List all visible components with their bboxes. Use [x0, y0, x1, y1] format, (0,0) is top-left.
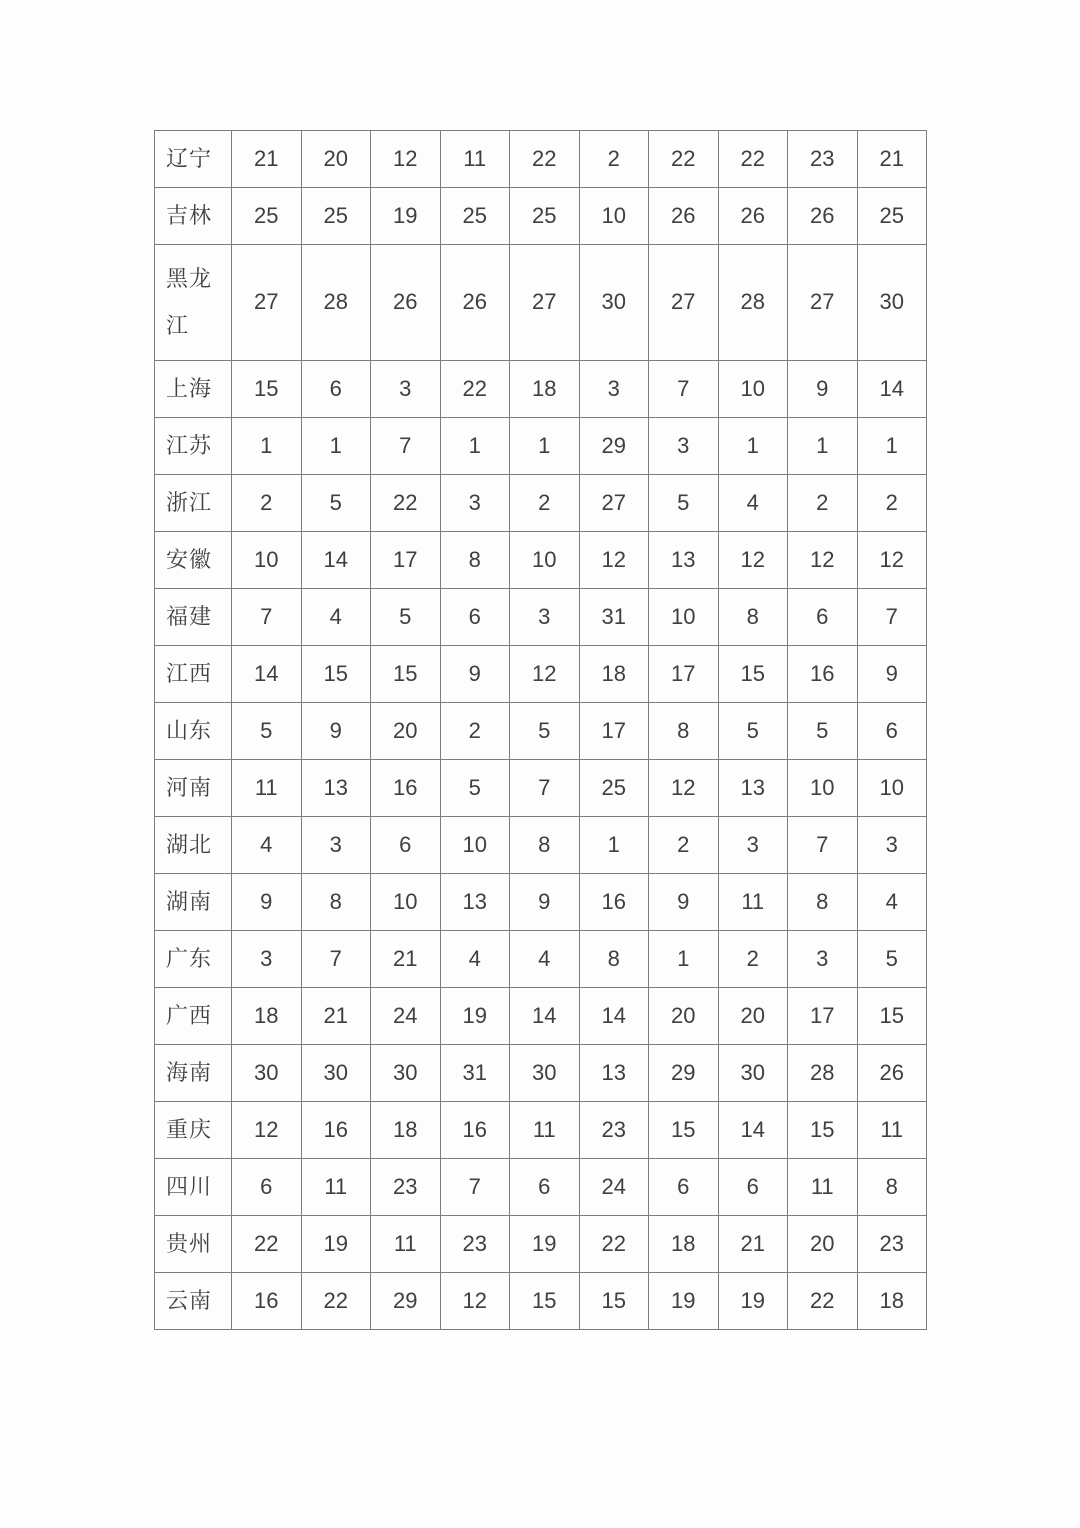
rank-cell: 22 [788, 1273, 858, 1330]
rank-cell: 16 [232, 1273, 302, 1330]
rank-cell: 29 [371, 1273, 441, 1330]
rank-cell: 13 [301, 760, 371, 817]
table-row [155, 1045, 927, 1102]
rank-cell: 5 [440, 760, 510, 817]
rank-cell: 1 [579, 817, 649, 874]
province-name: 吉林 [155, 188, 232, 245]
rank-cell: 10 [232, 532, 302, 589]
rank-cell: 16 [788, 646, 858, 703]
rank-cell: 3 [232, 931, 302, 988]
rank-cell: 27 [649, 245, 719, 361]
rank-cell: 21 [718, 1216, 788, 1273]
rank-cell: 1 [857, 418, 927, 475]
rank-cell: 15 [649, 1102, 719, 1159]
rank-cell: 22 [649, 131, 719, 188]
rank-cell: 27 [579, 475, 649, 532]
rank-cell: 2 [857, 475, 927, 532]
table-row [155, 418, 927, 475]
rank-cell: 4 [857, 874, 927, 931]
rank-cell: 18 [857, 1273, 927, 1330]
rank-cell: 10 [718, 361, 788, 418]
rank-cell: 30 [718, 1045, 788, 1102]
rank-cell: 15 [788, 1102, 858, 1159]
rank-cell: 7 [371, 418, 441, 475]
rank-cell: 8 [579, 931, 649, 988]
rank-cell: 3 [649, 418, 719, 475]
rank-cell: 6 [301, 361, 371, 418]
rank-cell: 11 [371, 1216, 441, 1273]
rank-cell: 2 [440, 703, 510, 760]
rank-cell: 8 [857, 1159, 927, 1216]
province-name: 安徽 [155, 532, 232, 589]
rank-cell: 13 [649, 532, 719, 589]
rank-cell: 1 [510, 418, 580, 475]
rank-cell: 14 [857, 361, 927, 418]
rank-cell: 22 [371, 475, 441, 532]
table-row [155, 1216, 927, 1273]
rank-cell: 7 [440, 1159, 510, 1216]
rank-cell: 14 [579, 988, 649, 1045]
rank-cell: 30 [857, 245, 927, 361]
rank-cell: 20 [649, 988, 719, 1045]
rank-cell: 31 [440, 1045, 510, 1102]
rank-cell: 27 [510, 245, 580, 361]
rank-cell: 18 [510, 361, 580, 418]
rank-cell: 2 [579, 131, 649, 188]
rank-cell: 28 [718, 245, 788, 361]
rank-cell: 16 [440, 1102, 510, 1159]
rank-cell: 12 [510, 646, 580, 703]
table-row [155, 1273, 927, 1330]
rank-cell: 18 [232, 988, 302, 1045]
rank-cell: 9 [857, 646, 927, 703]
province-name: 河南 [155, 760, 232, 817]
rank-cell: 3 [510, 589, 580, 646]
rank-cell: 28 [301, 245, 371, 361]
rank-cell: 27 [232, 245, 302, 361]
rank-cell: 15 [510, 1273, 580, 1330]
rank-cell: 6 [857, 703, 927, 760]
rank-cell: 18 [371, 1102, 441, 1159]
rank-cell: 6 [718, 1159, 788, 1216]
province-name: 辽宁 [155, 131, 232, 188]
rank-cell: 7 [232, 589, 302, 646]
rank-cell: 7 [301, 931, 371, 988]
rank-cell: 22 [510, 131, 580, 188]
rank-cell: 25 [579, 760, 649, 817]
rank-cell: 3 [579, 361, 649, 418]
rank-cell: 5 [788, 703, 858, 760]
table-row [155, 131, 927, 188]
rank-cell: 12 [440, 1273, 510, 1330]
rank-cell: 4 [232, 817, 302, 874]
rank-cell: 8 [788, 874, 858, 931]
rank-cell: 19 [371, 188, 441, 245]
table-row [155, 475, 927, 532]
rank-cell: 23 [857, 1216, 927, 1273]
rank-cell: 12 [371, 131, 441, 188]
rank-cell: 23 [440, 1216, 510, 1273]
rank-cell: 16 [301, 1102, 371, 1159]
rank-cell: 2 [232, 475, 302, 532]
rank-cell: 3 [788, 931, 858, 988]
rank-cell: 26 [788, 188, 858, 245]
rank-cell: 11 [510, 1102, 580, 1159]
province-name: 湖南 [155, 874, 232, 931]
rank-cell: 12 [579, 532, 649, 589]
rank-cell: 20 [718, 988, 788, 1045]
rank-cell: 7 [788, 817, 858, 874]
rank-cell: 15 [232, 361, 302, 418]
rank-cell: 9 [788, 361, 858, 418]
rank-cell: 5 [371, 589, 441, 646]
rank-cell: 17 [788, 988, 858, 1045]
province-name: 云南 [155, 1273, 232, 1330]
rank-cell: 10 [788, 760, 858, 817]
province-name: 浙江 [155, 475, 232, 532]
rank-cell: 22 [440, 361, 510, 418]
rank-cell: 30 [510, 1045, 580, 1102]
rank-cell: 11 [301, 1159, 371, 1216]
rank-cell: 29 [579, 418, 649, 475]
rank-cell: 19 [718, 1273, 788, 1330]
rank-cell: 10 [649, 589, 719, 646]
rank-cell: 4 [301, 589, 371, 646]
rank-cell: 25 [510, 188, 580, 245]
rank-cell: 6 [788, 589, 858, 646]
rank-cell: 9 [232, 874, 302, 931]
province-name: 广东 [155, 931, 232, 988]
rank-cell: 20 [371, 703, 441, 760]
rank-cell: 13 [440, 874, 510, 931]
rank-cell: 5 [510, 703, 580, 760]
rank-cell: 24 [579, 1159, 649, 1216]
rank-cell: 10 [510, 532, 580, 589]
rank-cell: 21 [232, 131, 302, 188]
rank-cell: 4 [718, 475, 788, 532]
rank-cell: 25 [440, 188, 510, 245]
rank-cell: 8 [718, 589, 788, 646]
rank-cell: 9 [440, 646, 510, 703]
rank-cell: 4 [510, 931, 580, 988]
province-name: 四川 [155, 1159, 232, 1216]
rank-cell: 13 [718, 760, 788, 817]
rank-cell: 6 [440, 589, 510, 646]
rank-cell: 1 [232, 418, 302, 475]
rank-cell: 28 [788, 1045, 858, 1102]
rank-cell: 8 [440, 532, 510, 589]
table-row [155, 703, 927, 760]
table-row [155, 589, 927, 646]
rank-cell: 15 [301, 646, 371, 703]
table-row [155, 1159, 927, 1216]
province-name: 贵州 [155, 1216, 232, 1273]
province-name: 重庆 [155, 1102, 232, 1159]
rank-cell: 5 [718, 703, 788, 760]
province-name: 湖北 [155, 817, 232, 874]
rank-cell: 19 [510, 1216, 580, 1273]
province-name: 福建 [155, 589, 232, 646]
rank-cell: 23 [371, 1159, 441, 1216]
rank-cell: 16 [371, 760, 441, 817]
rank-cell: 11 [857, 1102, 927, 1159]
rank-cell: 3 [440, 475, 510, 532]
rank-cell: 11 [718, 874, 788, 931]
rank-cell: 24 [371, 988, 441, 1045]
rank-cell: 8 [649, 703, 719, 760]
rank-cell: 20 [301, 131, 371, 188]
province-name: 广西 [155, 988, 232, 1045]
rank-cell: 12 [649, 760, 719, 817]
rank-cell: 12 [788, 532, 858, 589]
rank-cell: 6 [371, 817, 441, 874]
rank-cell: 10 [371, 874, 441, 931]
rank-cell: 3 [718, 817, 788, 874]
rank-cell: 21 [301, 988, 371, 1045]
province-rank-table [154, 130, 927, 1330]
rank-cell: 15 [371, 646, 441, 703]
rank-cell: 2 [510, 475, 580, 532]
rank-cell: 11 [788, 1159, 858, 1216]
rank-cell: 3 [301, 817, 371, 874]
rank-cell: 22 [232, 1216, 302, 1273]
province-name: 黑龙江 [155, 245, 232, 361]
table-row [155, 245, 927, 361]
rank-cell: 20 [788, 1216, 858, 1273]
table-row [155, 361, 927, 418]
rank-cell: 7 [510, 760, 580, 817]
province-name: 海南 [155, 1045, 232, 1102]
rank-cell: 9 [301, 703, 371, 760]
rank-cell: 12 [857, 532, 927, 589]
rank-cell: 14 [510, 988, 580, 1045]
rank-cell: 15 [857, 988, 927, 1045]
rank-cell: 5 [649, 475, 719, 532]
rank-cell: 14 [301, 532, 371, 589]
rank-cell: 6 [232, 1159, 302, 1216]
rank-cell: 19 [301, 1216, 371, 1273]
rank-cell: 11 [440, 131, 510, 188]
rank-cell: 9 [649, 874, 719, 931]
rank-cell: 12 [232, 1102, 302, 1159]
rank-cell: 29 [649, 1045, 719, 1102]
rank-cell: 6 [510, 1159, 580, 1216]
table-body [155, 131, 927, 1330]
rank-cell: 26 [371, 245, 441, 361]
rank-cell: 7 [857, 589, 927, 646]
rank-cell: 17 [579, 703, 649, 760]
rank-cell: 14 [232, 646, 302, 703]
rank-cell: 2 [788, 475, 858, 532]
table-row [155, 646, 927, 703]
rank-cell: 30 [301, 1045, 371, 1102]
rank-cell: 30 [371, 1045, 441, 1102]
province-name: 山东 [155, 703, 232, 760]
rank-cell: 10 [579, 188, 649, 245]
rank-cell: 19 [649, 1273, 719, 1330]
rank-cell: 25 [301, 188, 371, 245]
rank-cell: 3 [371, 361, 441, 418]
rank-cell: 26 [649, 188, 719, 245]
rank-cell: 30 [232, 1045, 302, 1102]
rank-cell: 19 [440, 988, 510, 1045]
province-name: 江西 [155, 646, 232, 703]
rank-cell: 25 [857, 188, 927, 245]
rank-cell: 4 [440, 931, 510, 988]
table-row [155, 188, 927, 245]
rank-cell: 5 [232, 703, 302, 760]
rank-cell: 11 [232, 760, 302, 817]
rank-cell: 23 [788, 131, 858, 188]
rank-cell: 10 [440, 817, 510, 874]
rank-cell: 30 [579, 245, 649, 361]
table-row [155, 532, 927, 589]
rank-cell: 21 [857, 131, 927, 188]
rank-cell: 23 [579, 1102, 649, 1159]
rank-cell: 22 [579, 1216, 649, 1273]
province-name: 江苏 [155, 418, 232, 475]
table-row [155, 817, 927, 874]
rank-cell: 17 [371, 532, 441, 589]
rank-cell: 15 [579, 1273, 649, 1330]
rank-cell: 1 [718, 418, 788, 475]
rank-cell: 5 [301, 475, 371, 532]
rank-cell: 1 [440, 418, 510, 475]
rank-cell: 1 [788, 418, 858, 475]
rank-cell: 16 [579, 874, 649, 931]
rank-cell: 1 [301, 418, 371, 475]
rank-cell: 7 [649, 361, 719, 418]
table-row [155, 931, 927, 988]
table-row [155, 988, 927, 1045]
table-row [155, 874, 927, 931]
rank-cell: 18 [579, 646, 649, 703]
rank-cell: 3 [857, 817, 927, 874]
rank-cell: 14 [718, 1102, 788, 1159]
rank-cell: 6 [649, 1159, 719, 1216]
rank-cell: 2 [718, 931, 788, 988]
rank-cell: 21 [371, 931, 441, 988]
rank-cell: 2 [649, 817, 719, 874]
table-row [155, 760, 927, 817]
rank-cell: 10 [857, 760, 927, 817]
rank-cell: 1 [649, 931, 719, 988]
rank-cell: 9 [510, 874, 580, 931]
rank-cell: 22 [718, 131, 788, 188]
rank-cell: 8 [510, 817, 580, 874]
rank-cell: 13 [579, 1045, 649, 1102]
rank-cell: 31 [579, 589, 649, 646]
rank-cell: 5 [857, 931, 927, 988]
rank-cell: 26 [440, 245, 510, 361]
rank-cell: 18 [649, 1216, 719, 1273]
rank-cell: 12 [718, 532, 788, 589]
province-name: 上海 [155, 361, 232, 418]
rank-cell: 17 [649, 646, 719, 703]
rank-cell: 15 [718, 646, 788, 703]
rank-cell: 25 [232, 188, 302, 245]
rank-cell: 8 [301, 874, 371, 931]
rank-cell: 26 [718, 188, 788, 245]
rank-cell: 22 [301, 1273, 371, 1330]
rank-cell: 27 [788, 245, 858, 361]
table-row [155, 1102, 927, 1159]
rank-cell: 26 [857, 1045, 927, 1102]
